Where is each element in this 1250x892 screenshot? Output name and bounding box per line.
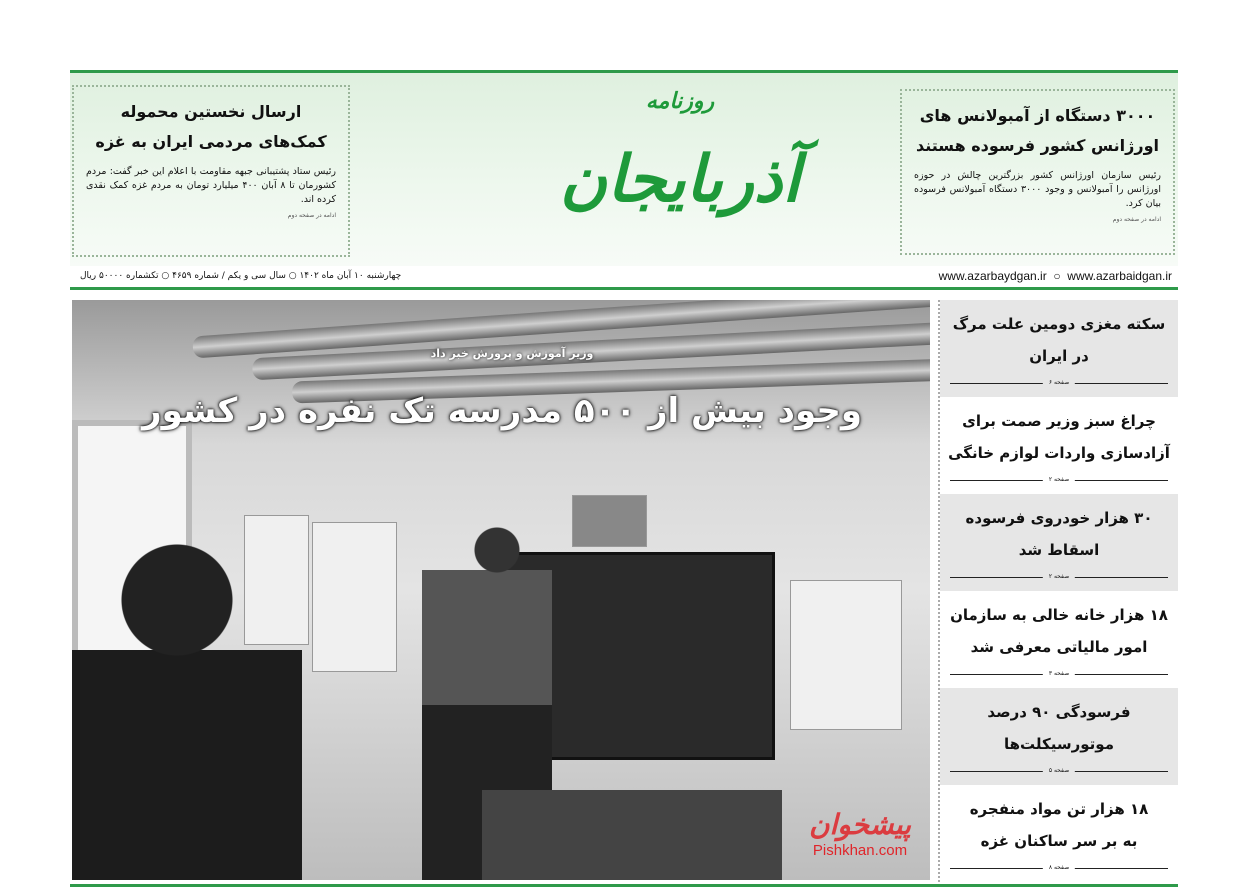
sidebar-item[interactable]	[940, 785, 1178, 882]
page-divider	[950, 379, 1168, 393]
bottom-divider	[70, 884, 1178, 887]
pishkhan-watermark	[800, 808, 920, 860]
logo-sub: روزنامه	[645, 89, 715, 114]
issue-line: چهارشنبه ۱۰ آبان ماه ۱۴۰۲ ○ سال سی و یکم / شماره ۴۶۵۹ ○ تکشماره ۵۰۰۰۰ ریال	[80, 271, 402, 281]
main-story-headline[interactable]: وجود بیش از ۵۰۰ مدرسه تک نفره در کشور	[142, 391, 862, 431]
left-teaser-title-1: ارسال نخستین محموله	[120, 102, 302, 121]
sidebar-item-line1: فرسودگی ۹۰ درصد	[987, 703, 1131, 721]
left-teaser-box[interactable]	[72, 85, 350, 257]
right-teaser-title-2: اورژانس کشور فرسوده هستند	[915, 136, 1160, 155]
website-urls[interactable]: www.azarbaydgan.ir ○ www.azarbaidgan.ir	[938, 269, 1172, 283]
sidebar-headlines	[938, 300, 1178, 882]
sidebar-item-line1: ۳۰ هزار خودروی فرسوده	[965, 509, 1153, 527]
right-teaser-body: رئیس سازمان اورژانس کشور بزرگترین چالش در حوزه اورژانس را آمبولانس و وجود ۳۰۰۰ دستگاه آمبولانس فرسوده بیان کرد.	[914, 170, 1161, 209]
student-figure	[72, 520, 302, 880]
right-teaser-title-1: ۳۰۰۰ دستگاه از آمبولانس های	[919, 106, 1156, 125]
left-teaser-title-2: کمک‌های مردمی ایران به غزه	[95, 132, 327, 151]
right-teaser-continued: ادامه در صفحه دوم	[1112, 216, 1161, 223]
page-ref: صفحه ۲	[1043, 475, 1075, 485]
left-teaser-continued: ادامه در صفحه دوم	[287, 212, 336, 219]
masthead	[70, 70, 1178, 266]
sidebar-item-line2: آزادسازی واردات لوازم خانگی	[948, 444, 1170, 462]
sidebar-item-line2: اسقاط شد	[1018, 541, 1100, 559]
page-ref: صفحه ۲	[1043, 572, 1075, 582]
sidebar-item[interactable]	[940, 300, 1178, 397]
sidebar-item-line1: ۱۸ هزار تن مواد منفجره	[969, 800, 1149, 818]
sidebar-item[interactable]	[940, 591, 1178, 688]
logo-text: آذربایجان	[559, 142, 801, 217]
watermark-fa: پیشخوان	[808, 809, 912, 840]
page-divider	[950, 476, 1168, 490]
page-divider	[950, 767, 1168, 781]
alphabet-poster	[790, 580, 902, 730]
sidebar-item-line2: به بر سر ساکنان غزه	[980, 832, 1138, 850]
sidebar-item[interactable]	[940, 688, 1178, 785]
sidebar-item[interactable]	[940, 494, 1178, 591]
page-ref: صفحه ۶	[1043, 378, 1075, 388]
portraits	[572, 495, 647, 547]
page-divider	[950, 573, 1168, 587]
left-teaser-body: رئیس ستاد پشتیبانی جبهه مقاومت با اعلام این خبر گفت: مردم کشورمان تا ۸ آبان ۴۰۰ میلیارد تومان به مردم غزه کمک نقدی کرده اند.	[86, 166, 336, 205]
sidebar-item-line1: چراغ سبز وزیر صمت برای	[962, 412, 1156, 430]
sidebar-item-line2: امور مالیاتی معرفی شد	[970, 638, 1148, 656]
issue-info-bar	[70, 266, 1178, 290]
right-teaser-box[interactable]	[900, 89, 1175, 255]
sidebar-item[interactable]	[940, 397, 1178, 494]
page-divider	[950, 864, 1168, 878]
page-ref: صفحه ۳	[1043, 669, 1075, 679]
sidebar-item-line2: در ایران	[1029, 347, 1089, 365]
newspaper-logo	[460, 73, 900, 269]
watermark-en: Pishkhan.com	[812, 842, 908, 859]
teacher-desk	[482, 790, 782, 880]
main-story-kicker: وزیر آموزش و پرورش خبر داد	[430, 347, 594, 360]
page-ref: صفحه ۵	[1043, 766, 1075, 776]
sidebar-item-line2: موتورسیکلت‌ها	[1004, 735, 1114, 753]
wall-poster	[312, 522, 397, 672]
sidebar-item-line1: سکته مغزی دومین علت مرگ	[952, 315, 1166, 333]
page-ref: صفحه ۸	[1043, 863, 1075, 873]
page-divider	[950, 670, 1168, 684]
main-story-photo[interactable]	[72, 300, 930, 880]
sidebar-item-line1: ۱۸ هزار خانه خالی به سازمان	[950, 606, 1168, 624]
